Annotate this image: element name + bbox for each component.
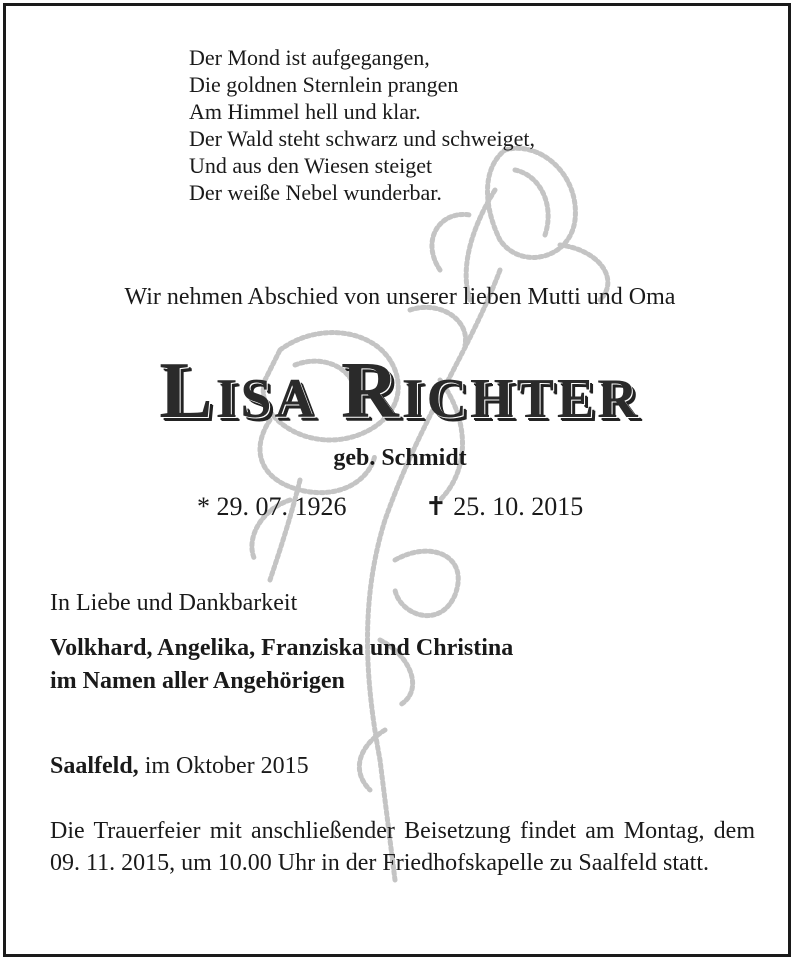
poem-line: Der weiße Nebel wunderbar. <box>189 180 442 205</box>
intro-text: Wir nehmen Abschied von unserer lieben Mutti und Oma <box>124 284 676 310</box>
place-city: Saalfeld, <box>50 753 139 779</box>
poem-line: Und aus den Wiesen steiget <box>189 153 433 178</box>
family-line: Volkhard, Angelika, Franziska und Christina <box>50 635 514 661</box>
poem <box>189 44 535 206</box>
poem-line: Am Himmel hell und klar. <box>189 99 421 124</box>
maiden-name: geb. Schmidt <box>333 445 467 471</box>
family-line: im Namen aller Angehörigen <box>50 668 345 694</box>
poem-line: Der Wald steht schwarz und schweiget, <box>189 126 536 151</box>
family-names <box>50 632 513 698</box>
deceased-name: Lisa Richter <box>159 347 641 435</box>
poem-line: Der Mond ist aufgegangen, <box>189 45 430 70</box>
death-date: ✝ 25. 10. 2015 <box>425 492 584 521</box>
birth-date: * 29. 07. 1926 <box>197 492 347 521</box>
place-month: im Oktober 2015 <box>138 753 309 779</box>
poem-line: Die goldnen Sternlein prangen <box>189 72 459 97</box>
thanks-line: In Liebe und Dankbarkeit <box>50 590 298 616</box>
funeral-notice: Die Trauerfeier mit anschließender Beisetzung findet am Montag, dem 09. 11. 2015, um 10.00 Uhr in der Friedhofskapelle zu Saalfeld statt. <box>50 818 755 876</box>
place-date <box>50 753 309 780</box>
